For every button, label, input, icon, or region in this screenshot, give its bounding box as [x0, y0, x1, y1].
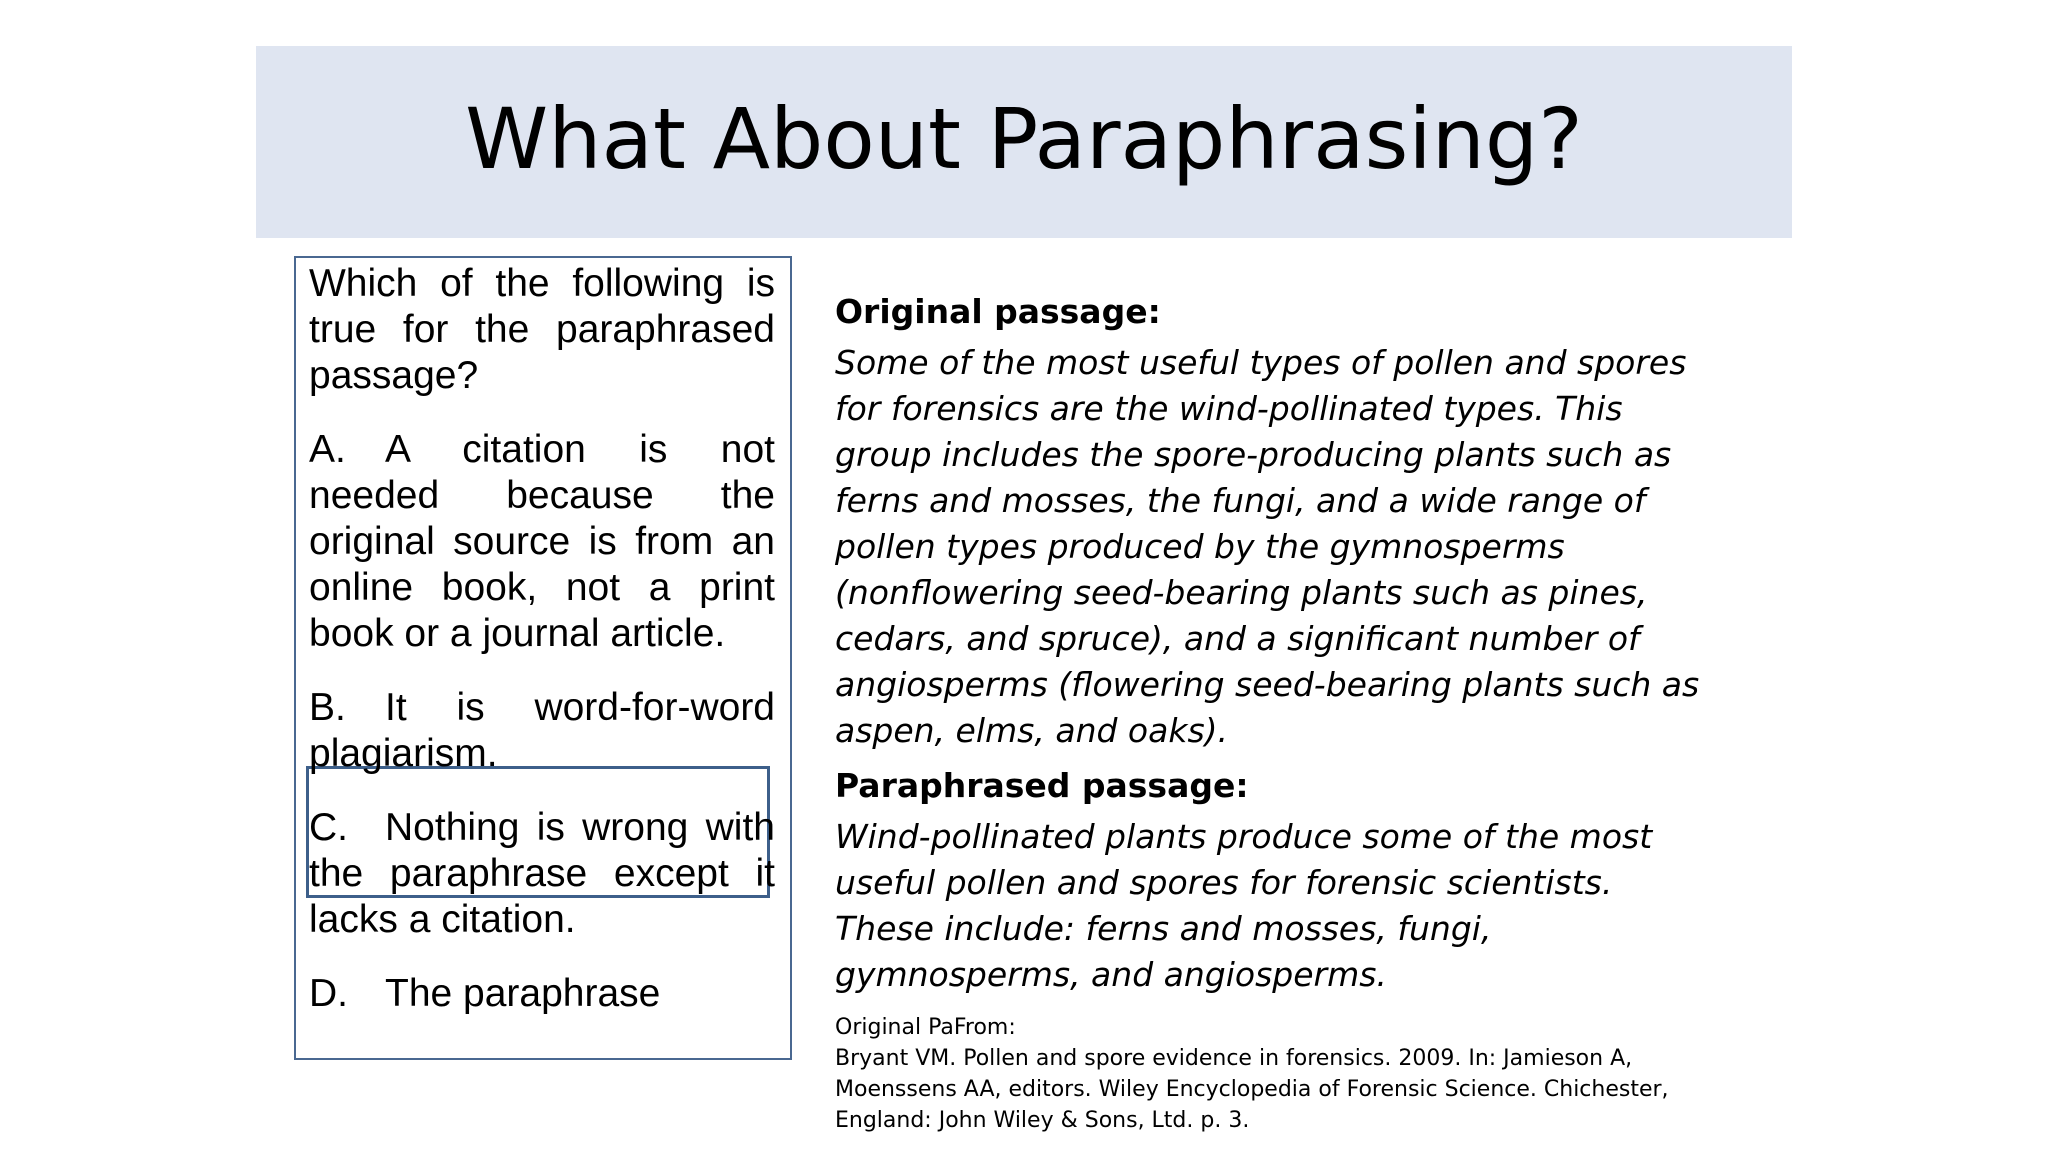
source-line-3: England: John Wiley & Sons, Ltd. p. 3. [835, 1108, 1250, 1133]
option-a-letter: A. [309, 428, 346, 471]
option-b-letter: B. [309, 686, 346, 729]
source-citation [835, 1012, 1715, 1136]
paraphrased-passage: Wind-pollinated plants produce some of the most useful pollen and spores for forensic scientists. These include: ferns and mosses, fungi, gymnosperms, and angiosperms. [835, 817, 1653, 994]
option-c[interactable] [309, 805, 775, 943]
slide-title: What About Paraphrasing? [465, 90, 1583, 188]
option-a-text: A citation is not needed because the original source is from an online book, not a print book or a journal article. [309, 428, 775, 655]
option-d[interactable] [309, 971, 775, 1017]
source-line-1: Bryant VM. Pollen and spore evidence in forensics. 2009. In: Jamieson A, [835, 1046, 1633, 1071]
source-line-2: Moenssens AA, editors. Wiley Encyclopedia of Forensic Science. Chichester, [835, 1077, 1669, 1102]
title-bar [256, 46, 1792, 238]
option-b-text: It is word-for-word plagiarism. [309, 686, 775, 775]
option-c-text: Nothing is wrong with the paraphrase except it lacks a citation. [309, 806, 775, 941]
original-passage: Some of the most useful types of pollen and spores for forensics are the wind-pollinated types. This group includes the spore-producing plants such as ferns and mosses, the fungi, and a wide range of pollen types produced by the gymnosperms (nonflowering seed-bearing plants such as pines, cedars, and spruce), and a significant number of angiosperms (flowering seed-bearing plants such as aspen, elms, and oaks). [835, 343, 1700, 750]
passages-panel [835, 290, 1715, 1136]
question-stem: Which of the following is true for the paraphrased passage? [309, 262, 775, 397]
option-a[interactable] [309, 427, 775, 657]
option-c-letter: C. [309, 806, 348, 849]
original-heading: Original passage: [835, 292, 1161, 331]
option-b[interactable] [309, 685, 775, 777]
source-label: Original PaFrom: [835, 1015, 1016, 1040]
option-d-letter: D. [309, 972, 348, 1015]
question-panel [309, 261, 775, 1045]
paraphrased-heading: Paraphrased passage: [835, 766, 1249, 805]
option-d-text: The paraphrase [385, 972, 661, 1015]
